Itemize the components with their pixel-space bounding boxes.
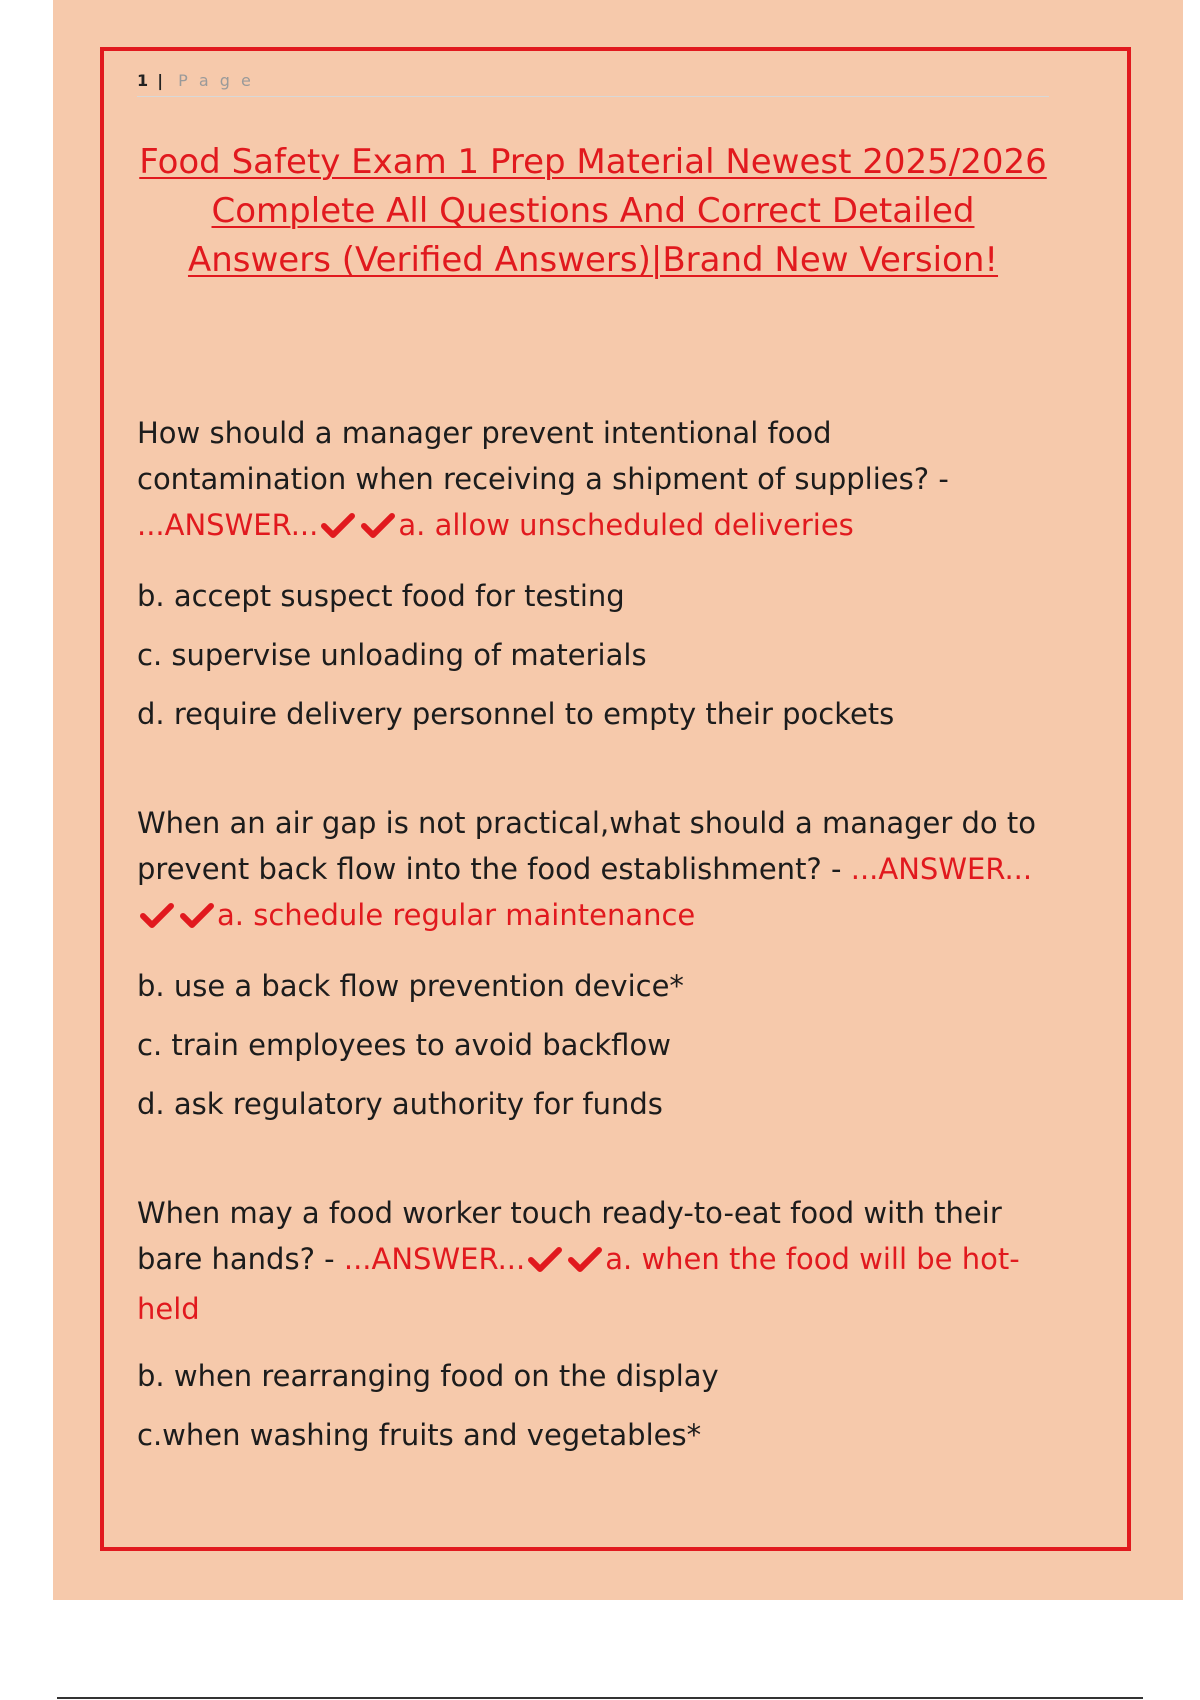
option-2b: b. use a back flow prevention device* (137, 969, 684, 1003)
question-text-3 (137, 1190, 1049, 1332)
option-2d: d. ask regulatory authority for funds (137, 1087, 663, 1121)
checkmark-icon (568, 1240, 602, 1286)
page-label: P a g e (178, 71, 254, 90)
option-3b: b. when rearranging food on the display (137, 1359, 719, 1393)
question-1: How should a manager prevent intentional food contamination when receiving a shipment of supplies? - (137, 416, 949, 496)
question-block-3 (137, 1190, 1049, 1450)
option-1c: c. supervise unloading of materials (137, 638, 647, 672)
question-2: When an air gap is not practical,what should a manager do to prevent back flow into the food establishment? - (137, 806, 1036, 886)
question-block-1 (137, 410, 1049, 729)
answer-marker-1: ...ANSWER... (137, 508, 319, 542)
answer-marker-3: ...ANSWER... (343, 1242, 526, 1276)
option-1d: d. require delivery personnel to empty their pockets (137, 697, 895, 731)
question-text-2 (137, 800, 1049, 942)
checkmark-icon (180, 896, 214, 942)
answer-option-2: a. schedule regular maintenance (217, 898, 696, 932)
question-text-1 (137, 410, 1049, 552)
question-3: When may a food worker touch ready-to-eat food with their bare hands? - (137, 1196, 1002, 1276)
page-number: 1 (137, 71, 150, 90)
bottom-divider (57, 1697, 1143, 1699)
answer-option-1: a. allow unscheduled deliveries (398, 508, 854, 542)
document-title: Food Safety Exam 1 Prep Material Newest 2025/2026 Complete All Questions And Correct Detailed Answers (Verified Answers)|Brand New Version! (139, 142, 1047, 280)
page-header (137, 70, 1049, 97)
option-1b: b. accept suspect food for testing (137, 579, 625, 613)
checkmark-icon (140, 896, 174, 942)
checkmark-icon (321, 506, 355, 552)
checkmark-icon (528, 1240, 562, 1286)
option-3c: c.when washing fruits and vegetables* (137, 1418, 702, 1452)
page-separator: | (157, 71, 167, 90)
option-2c: c. train employees to avoid backflow (137, 1028, 671, 1062)
answer-marker-2: ...ANSWER... (850, 852, 1033, 886)
answer-option-3: a. when the food will be hot-held (137, 1242, 1020, 1326)
checkmark-icon (361, 506, 395, 552)
question-block-2 (137, 800, 1049, 1119)
